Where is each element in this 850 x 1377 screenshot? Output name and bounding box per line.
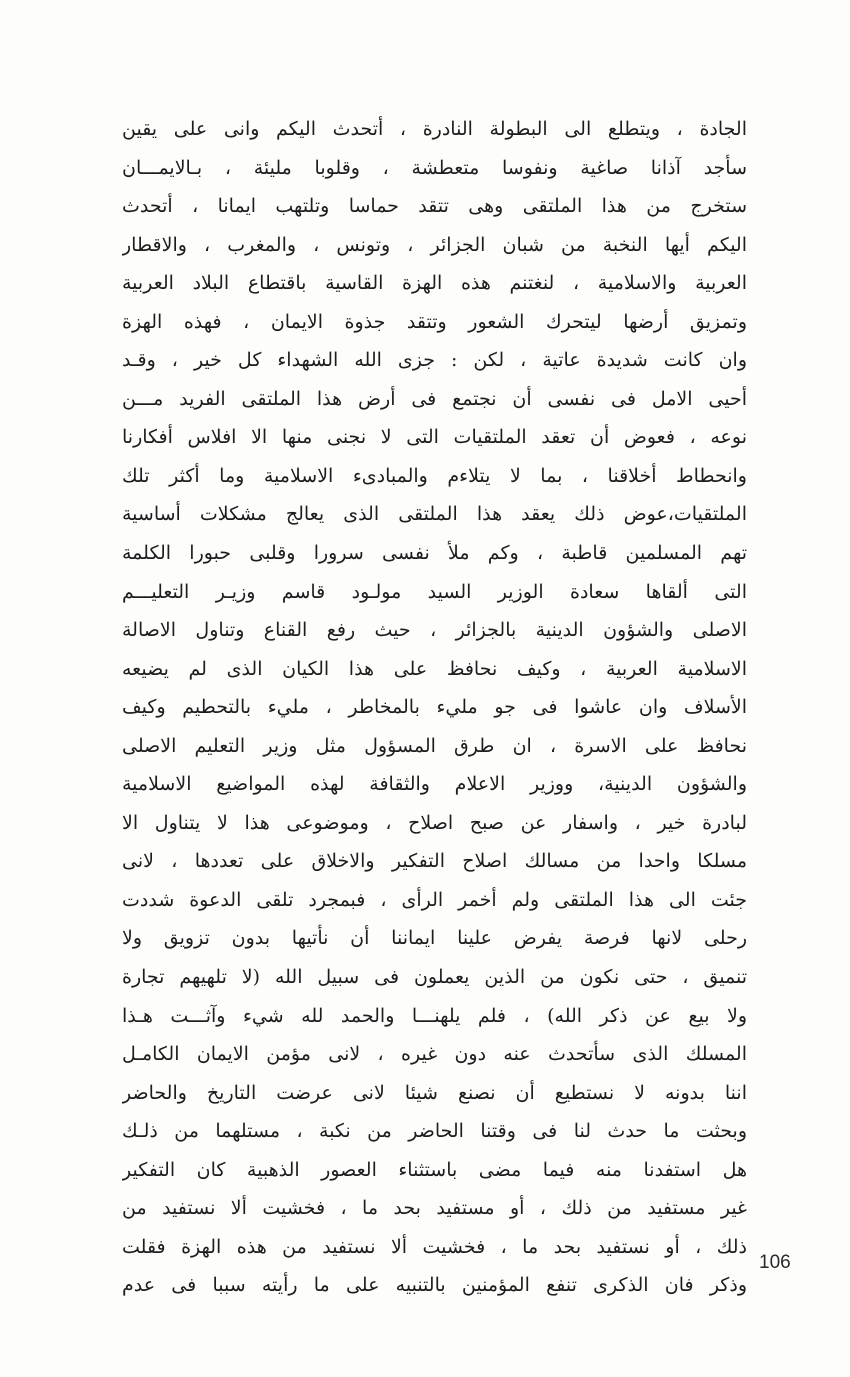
page-number: 106	[759, 1252, 791, 1273]
text-line: اليكم أيها النخبة من شبان الجزائر ، وتونس ، والمغرب ، والاقطار	[122, 233, 747, 256]
text-line: مسلكا واحدا من مسالك اصلاح التفكير والاخلاق على تعددها ، لانى	[122, 850, 747, 873]
text-line: ولا بيع عن ذكر الله) ، فلم يلهنـــا والحمد لله شيء وآثـــت هـذا	[122, 1004, 747, 1027]
text-line: العربية والاسلامية ، لنغتنم هذه الهزة القاسية باقتطاع البلاد العربية	[122, 272, 747, 295]
text-line: ذلك ، أو نستفيد بحد ما ، فخشيت ألا نستفيد من هذه الهزة فقلت	[122, 1235, 747, 1258]
text-line: تنميق ، حتى نكون من الذين يعملون فى سبيل الله (لا تلهيهم تجارة	[122, 966, 747, 989]
text-line: والشؤون الدينية، ووزير الاعلام والثقافة لهذه المواضيع الاسلامية	[122, 773, 747, 796]
text-line: الاصلى والشؤون الدينية بالجزائر ، حيث رفع القناع وتناول الاصالة	[122, 619, 747, 642]
text-line: وان كانت شديدة عاتية ، لكن : جزى الله الشهداء كل خير ، وقـد	[122, 349, 747, 372]
text-line: وانحطاط أخلاقنا ، بما لا يتلاءم والمبادىء الاسلامية وما أكثر تلك	[122, 464, 747, 487]
text-line: رحلى لانها فرصة يفرض علينا ايماننا أن نأتيها بدون تزويق ولا	[122, 927, 747, 950]
text-line: تهم المسلمين قاطبة ، وكم ملأ نفسى سرورا وقلبى حبورا الكلمة	[122, 542, 747, 565]
text-line: المسلك الذى سأتحدث عنه دون غيره ، لانى مؤمن الايمان الكامـل	[122, 1043, 747, 1066]
text-line: الجادة ، ويتطلع الى البطولة النادرة ، أتحدث اليكم وانى على يقين	[122, 118, 747, 140]
text-line: هل استفدنا منه فيما مضى باستثناء العصور الذهبية كان التفكير	[122, 1158, 747, 1181]
text-line: اننا بدونه لا نستطيع أن نصنع شيئا لانى عرضت التاريخ والحاضر	[122, 1081, 747, 1104]
text-line: أحيى الامل فى نفسى أن نجتمع فى أرض هذا الملتقى الفريد مـــن	[122, 387, 747, 410]
text-line: الملتقيات،عوض ذلك يعقد هذا الملتقى الذى يعالج مشكلات أساسية	[122, 503, 747, 526]
text-line: التى ألقاها سعادة الوزير السيد مولـود قاسم وزيـر التعليـــم	[122, 580, 747, 603]
text-line: الأسلاف وان عاشوا فى جو مليء بالمخاطر ، مليء بالتحطيم وكيف	[122, 696, 747, 719]
text-line: وبحثت ما حدث لنا فى وقتنا الحاضر من نكبة ، مستلهما من ذلـك	[122, 1120, 747, 1143]
body-text	[122, 110, 747, 1305]
text-line: نحافظ على الاسرة ، ان طرق المسؤول مثل وزير التعليم الاصلى	[122, 734, 747, 757]
text-line: ستخرج من هذا الملتقى وهى تتقد حماسا وتلتهب ايمانا ، أتحدث	[122, 195, 747, 218]
text-line: لبادرة خير ، واسفار عن صبح اصلاح ، وموضوعى هذا لا يتناول الا	[122, 811, 747, 834]
text-line: الاسلامية العربية ، وكيف نحافظ على هذا الكيان الذى لم يضيعه	[122, 657, 747, 680]
text-line: غير مستفيد من ذلك ، أو مستفيد بحد ما ، فخشيت ألا نستفيد من	[122, 1197, 747, 1220]
text-line: جئت الى هذا الملتقى ولم أخمر الرأى ، فبمجرد تلقى الدعوة شددت	[122, 888, 747, 911]
text-line: وتمزيق أرضها ليتحرك الشعور وتتقد جذوة الايمان ، فهذه الهزة	[122, 310, 747, 333]
text-line: وذكر فان الذكرى تنفع المؤمنين بالتنبيه على ما رأيته سببا فى عدم	[122, 1274, 747, 1297]
text-line: نوعه ، فعوض أن تعقد الملتقيات التى لا نجنى منها الا افلاس أفكارنا	[122, 426, 747, 449]
text-line: سأجد آذانا صاغية ونفوسا متعطشة ، وقلوبا مليئة ، بـالايمـــان	[122, 156, 747, 179]
